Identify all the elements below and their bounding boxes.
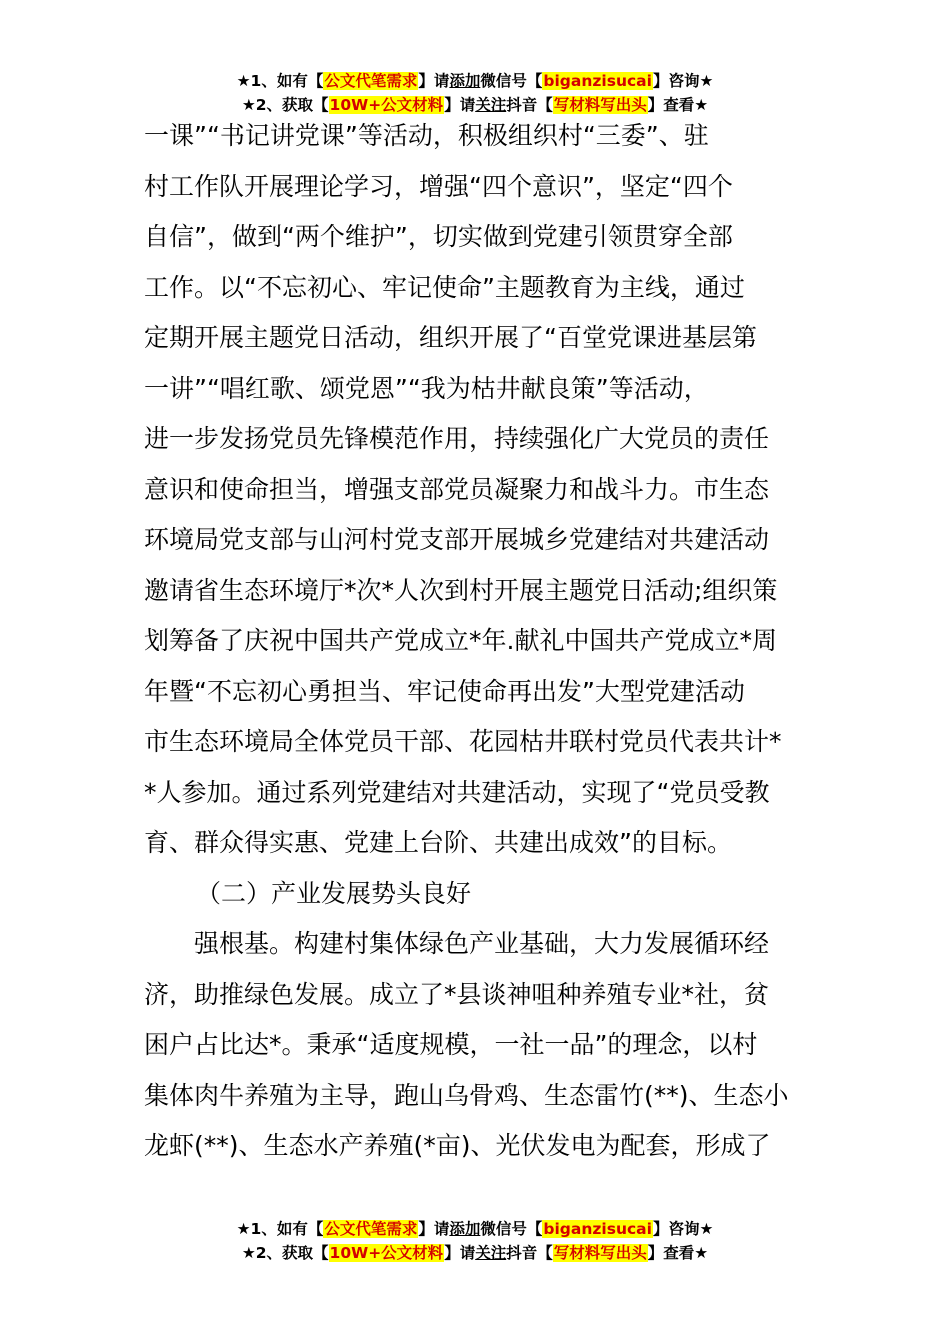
banner-text: 微信号【 — [480, 72, 543, 90]
banner-text: 】查看★ — [647, 1244, 709, 1262]
paragraph-line: 年暨“不忘初心勇担当、牢记使命再出发”大型党建活动 — [144, 676, 745, 706]
banner-underline: 添加 — [449, 72, 481, 90]
banner-highlight: biganzisucai — [543, 72, 652, 90]
banner-highlight: 10W+公文材料 — [329, 96, 444, 114]
paragraph-line: 意识和使命担当，增强支部党员凝聚力和战斗力。市生态 — [144, 474, 770, 504]
banner-text: 抖音【 — [506, 96, 553, 114]
banner-underline: 关注 — [475, 1244, 507, 1262]
banner-text: 】查看★ — [647, 96, 709, 114]
paragraph-line: 村工作队开展理论学习，增强“四个意识”，坚定“四个 — [144, 171, 733, 201]
paragraph-line: *人参加。通过系列党建结对共建活动，实现了“党员受教 — [144, 777, 770, 807]
banner-highlight: 写材料写出头 — [553, 1244, 647, 1262]
banner-highlight: 10W+公文材料 — [329, 1244, 444, 1262]
section-heading: （二）产业发展势头良好 — [196, 878, 472, 908]
banner-line-1 — [0, 1217, 950, 1241]
banner-line-2 — [0, 1241, 950, 1265]
banner-highlight: 公文代笔需求 — [324, 72, 418, 90]
paragraph-line: 一课”“书记讲党课”等活动，积极组织村“三委”、驻 — [144, 121, 709, 150]
banner-highlight: 写材料写出头 — [553, 96, 647, 114]
paragraph-line: 邀请省生态环境厅*次*人次到村开展主题党日活动;组织策 — [144, 575, 778, 605]
banner-text: ★2、获取【 — [241, 1244, 329, 1262]
paragraph-line: 市生态环境局全体党员干部、花园枯井联村党员代表共计* — [144, 727, 782, 756]
banner-text: 】请 — [418, 1220, 450, 1238]
paragraph-line: 龙虾(**)、生态水产养殖(*亩)、光伏发电为配套，形成了 — [144, 1131, 771, 1160]
document-body — [144, 111, 808, 1172]
paragraph-line: 进一步发扬党员先锋模范作用，持续强化广大党员的责任 — [144, 424, 770, 453]
paragraph-line: 划筹备了庆祝中国共产党成立*年.献礼中国共产党成立*周 — [144, 626, 777, 655]
paragraph-line: 一讲”“唱红歌、颂党恩”“我为枯井献良策”等活动， — [144, 373, 709, 403]
bottom-banner — [0, 1217, 950, 1265]
banner-text: 】请 — [444, 96, 476, 114]
banner-text: ★1、如有【 — [236, 72, 324, 90]
top-banner — [0, 69, 950, 117]
banner-text: 抖音【 — [506, 1244, 553, 1262]
paragraph-line: 环境局党支部与山河村党支部开展城乡党建结对共建活动 — [144, 525, 770, 554]
banner-text: 微信号【 — [480, 1220, 543, 1238]
paragraph-line: 定期开展主题党日活动，组织开展了“百堂党课进基层第 — [144, 323, 757, 352]
banner-text: 】咨询★ — [652, 1220, 714, 1238]
banner-text: 】咨询★ — [652, 72, 714, 90]
banner-underline: 关注 — [475, 96, 507, 114]
paragraph-line: 育、群众得实惠、党建上台阶、共建出成效”的目标。 — [144, 828, 732, 857]
paragraph-line: 自信”，做到“两个维护”，切实做到党建引领贯穿全部 — [144, 222, 733, 251]
paragraph-line: 强根基。构建村集体绿色产业基础，大力发展循环经 — [194, 929, 770, 958]
banner-line-1 — [0, 69, 950, 93]
banner-text: 】请 — [418, 72, 450, 90]
paragraph-line: 济，助推绿色发展。成立了*县谈神咀种养殖专业*社，贫 — [144, 979, 770, 1009]
banner-underline: 添加 — [449, 1220, 481, 1238]
banner-text: ★1、如有【 — [236, 1220, 324, 1238]
banner-highlight: biganzisucai — [543, 1220, 652, 1238]
banner-text: ★2、获取【 — [241, 96, 329, 114]
paragraph-line: 工作。以“不忘初心、牢记使命”主题教育为主线，通过 — [144, 272, 745, 302]
paragraph-line: 困户占比达*。秉承“适度规模，一社一品”的理念，以村 — [144, 1030, 758, 1059]
banner-highlight: 公文代笔需求 — [324, 1220, 418, 1238]
banner-text: 】请 — [444, 1244, 476, 1262]
paragraph-line: 集体肉牛养殖为主导，跑山乌骨鸡、生态雷竹(**)、生态小 — [144, 1080, 789, 1110]
